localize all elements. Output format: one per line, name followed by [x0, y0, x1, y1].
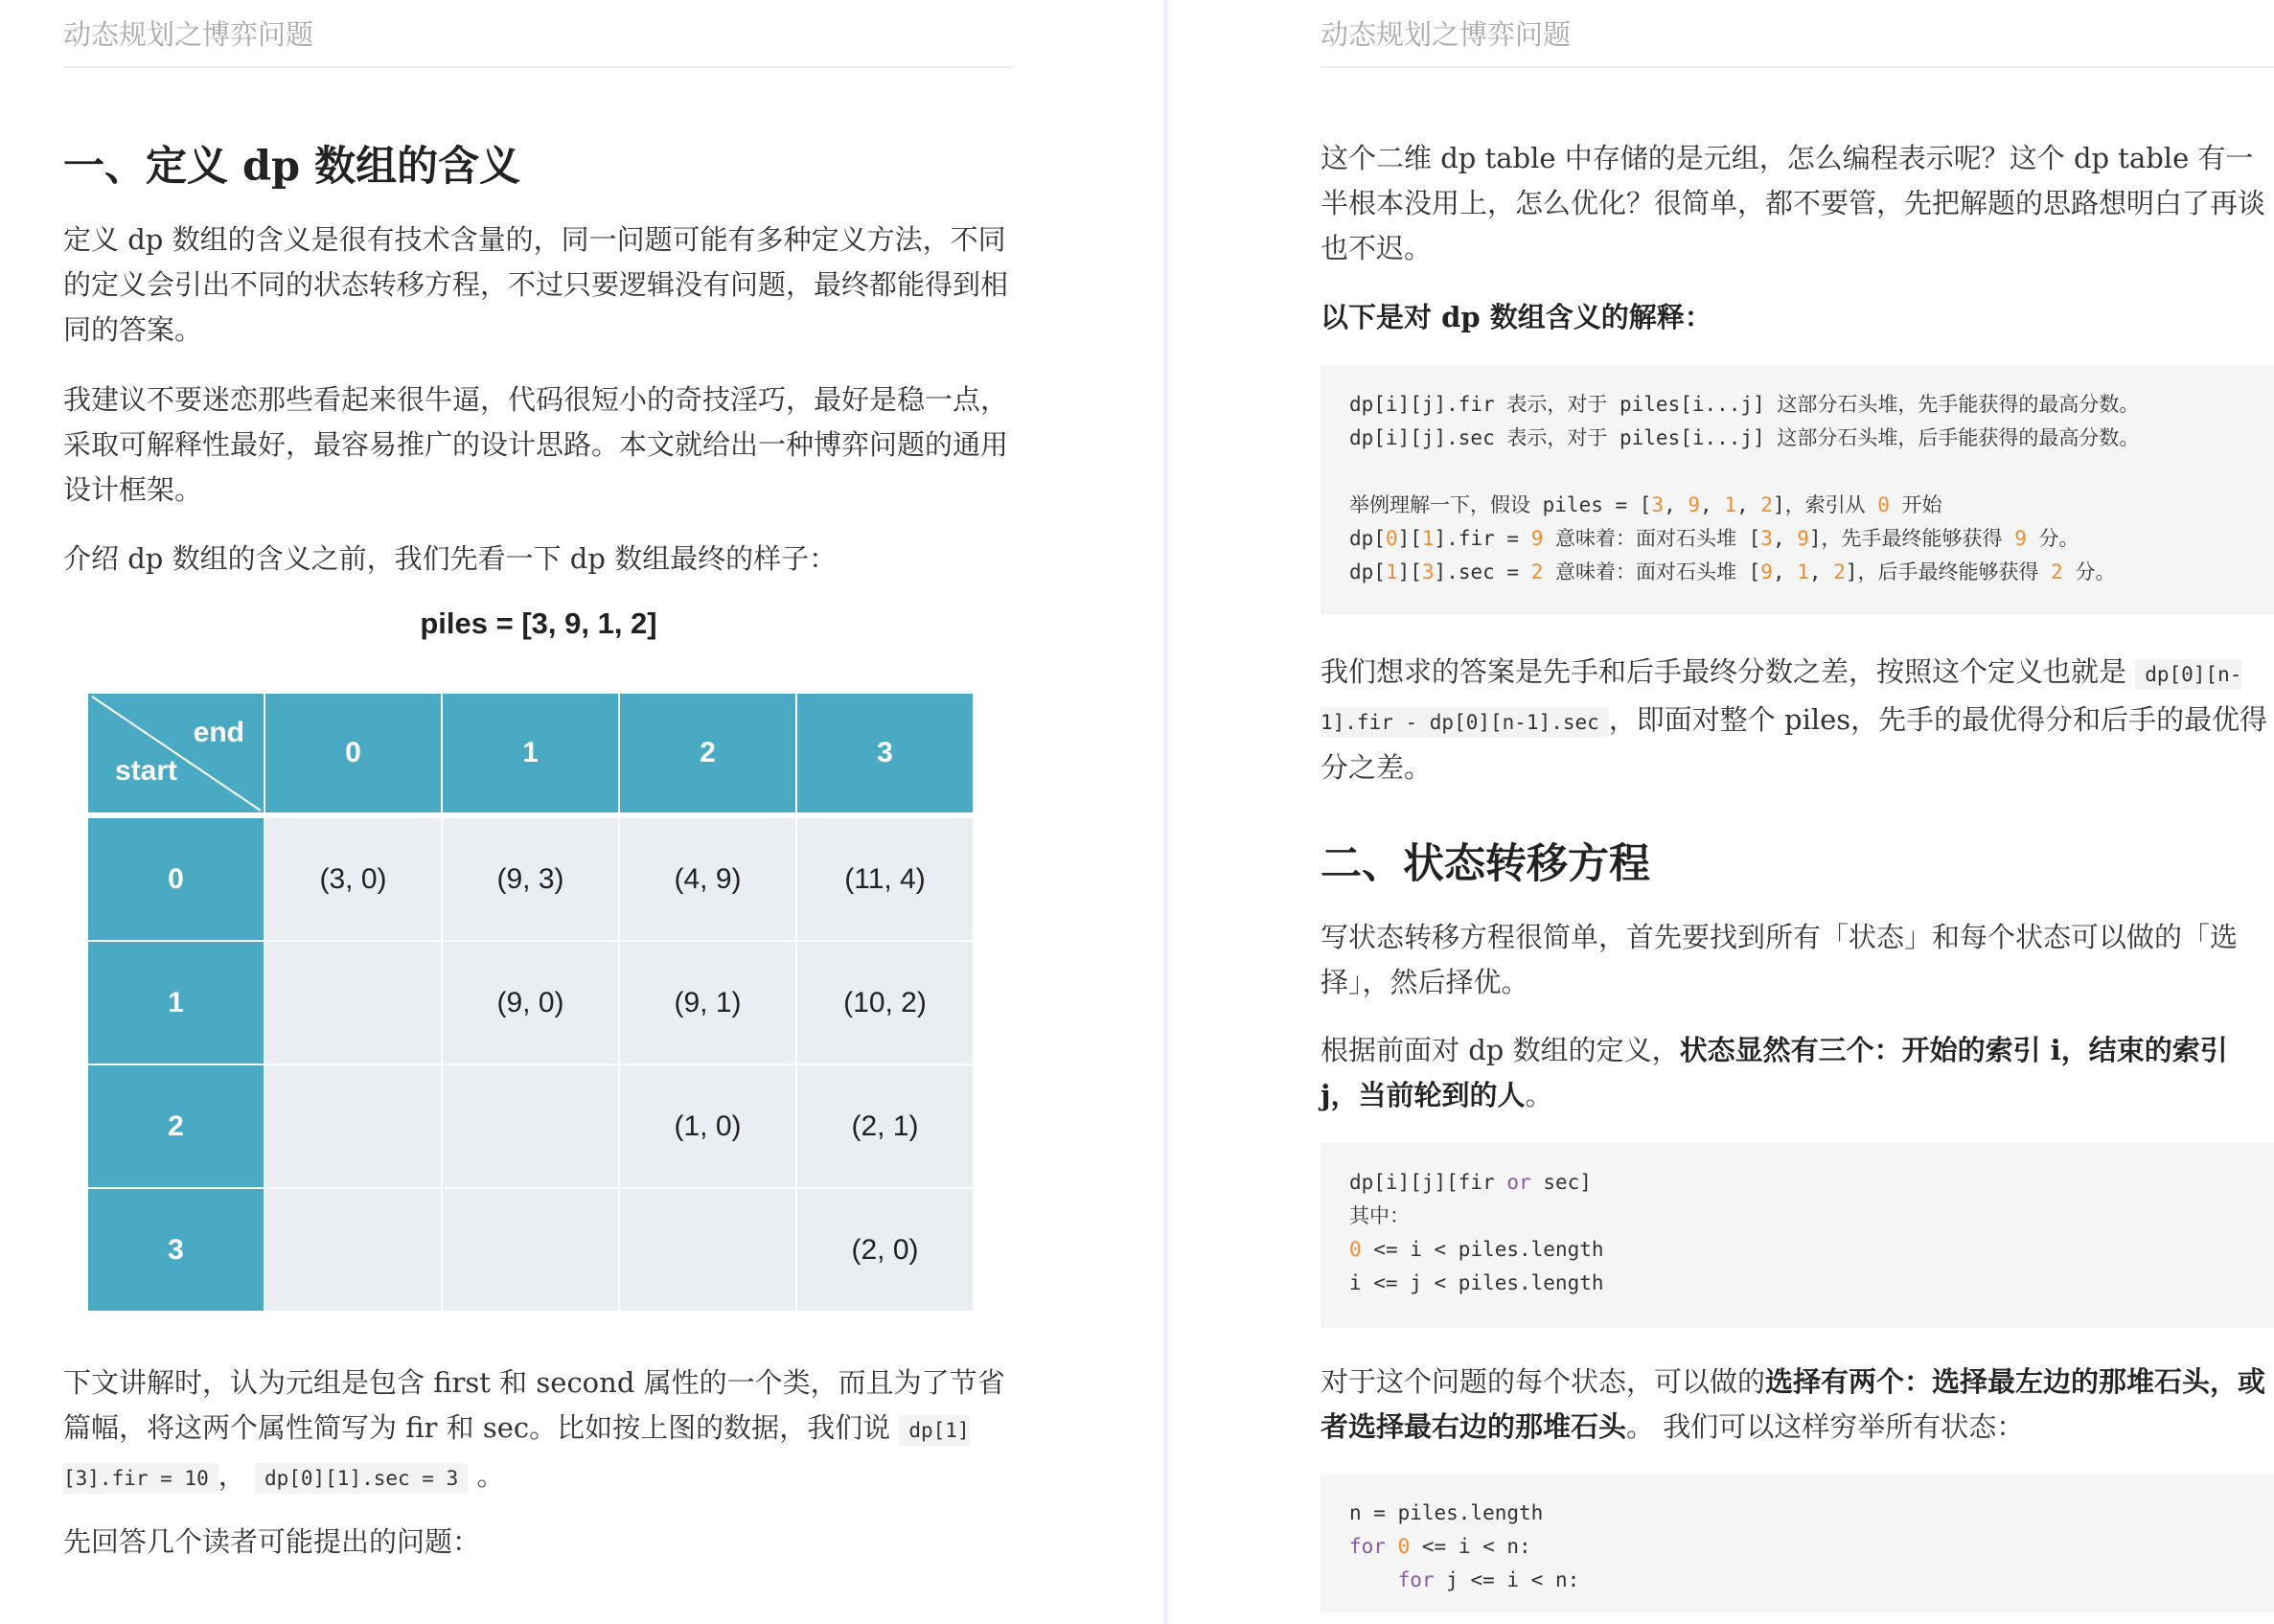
column-header: 1 — [443, 694, 620, 818]
table-cell — [265, 1065, 443, 1189]
section-heading: 二、状态转移方程 — [1321, 840, 1650, 888]
paragraph: 这个二维 dp table 中存储的是元组，怎么编程表示呢？这个 dp table 有一半根本没用上，怎么优化？很简单，都不要管，先把解题的思路想明白了再谈也不迟。 — [1321, 142, 2266, 264]
code-line: for 0 <= i < n: — [1349, 1535, 1531, 1558]
table-cell — [620, 1189, 797, 1313]
paragraph: 定义 dp 数组的含义是很有技术含量的，同一问题可能有多种定义方法，不同的定义会引出不同的状态转移方程，不过只要逻辑没有问题，最终都能得到相同的答案。 — [63, 223, 1009, 346]
header-rule — [63, 66, 1014, 68]
table-cell — [443, 1189, 620, 1313]
row-header: 0 — [88, 818, 265, 942]
paragraph: 先回答几个读者可能提出的问题： — [63, 1525, 481, 1558]
table-cell: (3, 0) — [265, 818, 443, 942]
text: 我们想求的答案是先手和后手最终分数之差，按照这个定义也就是 — [1321, 655, 2136, 688]
table-cell: (2, 1) — [797, 1065, 975, 1189]
text: ， — [218, 1459, 255, 1492]
code-line: n = piles.length — [1349, 1501, 1544, 1524]
header-rule — [1321, 66, 2274, 68]
code-line: for j <= i < n: — [1397, 1568, 1580, 1591]
table-cell: (11, 4) — [797, 818, 975, 942]
paragraph — [63, 1361, 1014, 1501]
code-line: dp[1][3].sec = 2 意味着：面对石头堆 [9, 1, 2]，后手最终能够获得 2 分。 — [1349, 560, 2116, 583]
corner-cell — [88, 694, 265, 818]
table-row — [88, 1189, 975, 1313]
text: 。 — [468, 1459, 505, 1492]
table-cell: (2, 0) — [797, 1189, 975, 1313]
dp-table — [88, 694, 975, 1313]
code-block — [1321, 365, 2274, 615]
code-line: 0 <= i < piles.length — [1349, 1238, 1604, 1261]
table-cell — [265, 1189, 443, 1313]
code-line: 举例理解一下，假设 piles = [3, 9, 1, 2]，索引从 0 开始 — [1349, 493, 1942, 516]
table-cell: (4, 9) — [620, 818, 797, 942]
running-header: 动态规划之博弈问题 — [1321, 18, 1572, 51]
section-heading: 一、定义 dp 数组的含义 — [63, 143, 521, 191]
paragraph — [1321, 1360, 2269, 1450]
column-header: 2 — [620, 694, 797, 818]
paragraph — [1321, 1028, 2269, 1118]
column-header: 3 — [797, 694, 975, 818]
row-header: 3 — [88, 1189, 265, 1313]
table-cell — [443, 1065, 620, 1189]
text: 。 — [1525, 1079, 1553, 1111]
table-cell: (9, 1) — [620, 942, 797, 1065]
paragraph — [1321, 650, 2269, 790]
code-block — [1321, 1474, 2274, 1613]
row-header: 1 — [88, 942, 265, 1065]
diagonal-line — [88, 694, 264, 812]
inline-code: dp[0][1].sec = 3 — [255, 1463, 468, 1494]
paragraph: 介绍 dp 数组的含义之前，我们先看一下 dp 数组最终的样子： — [63, 542, 838, 575]
table-row — [88, 942, 975, 1065]
inline-code: dp[0][n-1].fir - dp[0][n-1].sec — [1321, 659, 2241, 738]
text: 根据前面对 dp 数组的定义， — [1321, 1034, 1680, 1066]
table-cell: (10, 2) — [797, 942, 975, 1065]
paragraph: 写状态转移方程很简单，首先要找到所有「状态」和每个状态可以做的「选择」，然后择优。 — [1321, 921, 2239, 998]
bold-text: 状态显然有三个：开始的索引 i，结束的索引 j，当前轮到的人 — [1321, 1034, 2228, 1111]
running-header: 动态规划之博弈问题 — [63, 18, 314, 51]
table-header-row — [88, 694, 975, 818]
code-line: dp[i][j].fir 表示，对于 piles[i...j] 这部分石头堆，先手能获得的最高分数。 — [1349, 393, 2140, 416]
text: 。 我们可以这样穷举所有状态： — [1626, 1410, 2025, 1443]
row-header: 2 — [88, 1065, 265, 1189]
bold-text: 选择有两个：选择最左边的那堆石头，或者选择最右边的那堆石头 — [1321, 1365, 2266, 1443]
code-line: dp[i][j].sec 表示，对于 piles[i...j] 这部分石头堆，后手能获得的最高分数。 — [1349, 426, 2140, 449]
table-cell: (9, 0) — [443, 942, 620, 1065]
paragraph: 我建议不要迷恋那些看起来很牛逼，代码很短小的奇技淫巧，最好是稳一点，采取可解释性最好，最容易推广的设计思路。本文就给出一种博弈问题的通用设计框架。 — [63, 383, 1009, 506]
code-line: i <= j < piles.length — [1349, 1271, 1604, 1294]
inline-code: dp[1][3].fir = 10 — [63, 1415, 970, 1494]
bold-label: 以下是对 dp 数组含义的解释： — [1321, 301, 1712, 333]
table-cell — [265, 942, 443, 1065]
corner-start-label: start — [115, 755, 178, 787]
text: 下文讲解时，认为元组是包含 first 和 second 属性的一个类，而且为了节省篇幅，将这两个属性简写为 fir 和 sec。比如按上图的数据，我们说 — [63, 1366, 1005, 1444]
figure-caption: piles = [3, 9, 1, 2] — [420, 606, 657, 640]
table-cell: (9, 3) — [443, 818, 620, 942]
corner-end-label: end — [193, 717, 244, 748]
text: 对于这个问题的每个状态，可以做的 — [1321, 1365, 1766, 1398]
code-line: dp[0][1].fir = 9 意味着：面对石头堆 [3, 9]，先手最终能够获得 9 分。 — [1349, 527, 2079, 550]
table-cell: (1, 0) — [620, 1065, 797, 1189]
page-divider — [1163, 0, 1168, 1624]
code-block — [1321, 1143, 2274, 1328]
code-line: dp[i][j][fir or sec] — [1349, 1171, 1592, 1194]
text: ，即面对整个 piles，先手的最优得分和后手的最优得分之差。 — [1321, 703, 2268, 784]
table-row — [88, 818, 975, 942]
code-line: 其中： — [1349, 1204, 1410, 1227]
table-row — [88, 1065, 975, 1189]
column-header: 0 — [265, 694, 443, 818]
